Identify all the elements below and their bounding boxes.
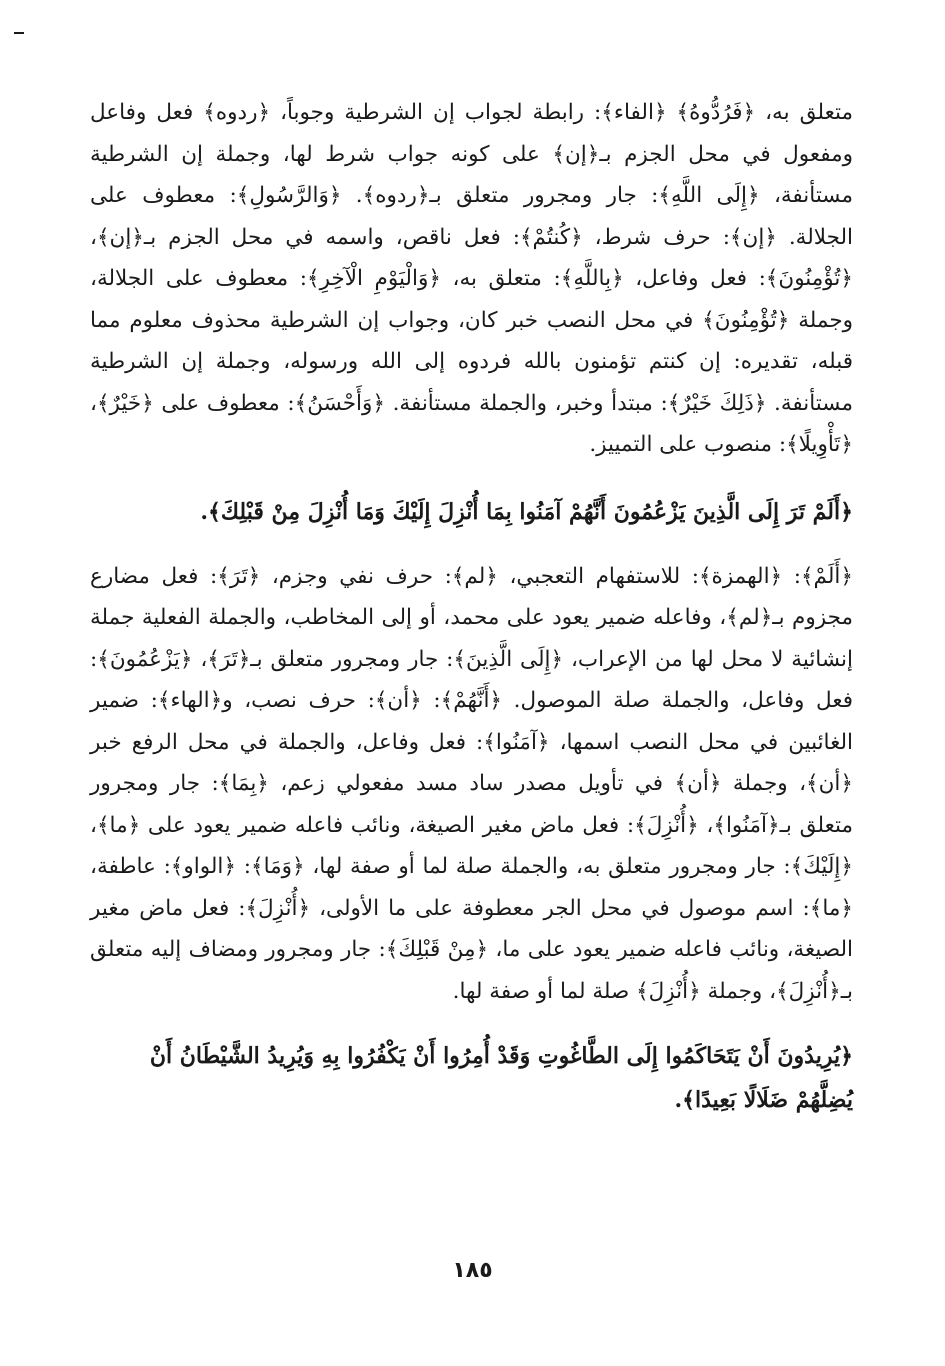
commentary-paragraph-2: ﴿أَلَمْ﴾: ﴿الهمزة﴾: للاستفهام التعجبي، ﴿لم﴾: حرف نفي وجزم، ﴿تَرَ﴾: فعل مضارع مجزوم بـ﴿لم﴾، وفاعله ضمير يعود على محمد، أو إلى المخاطب، والجملة الفعلية جملة إنشائية لا محل لها من الإعراب، ﴿إِلَى الَّذِينَ﴾: جار ومجرور متعلق بـ﴿تَرَ﴾، ﴿يَزْعُمُونَ﴾: فعل وفاعل، والجملة صلة الموصول. ﴿أَنَّهُمْ﴾: ﴿أن﴾: حرف نصب، و﴿الهاء﴾: ضمير الغائبين في محل النصب اسمها، ﴿آمَنُوا﴾: فعل وفاعل، والجملة في محل الرفع خبر ﴿أن﴾، وجملة ﴿أن﴾ في تأويل مصدر ساد مسد مفعولي زعم، ﴿بِمَا﴾: جار ومجرور متعلق بـ﴿آمَنُوا﴾، ﴿أُنْزِلَ﴾: فعل ماض مغير الصيغة، ونائب فاعله ضمير يعود على ﴿ما﴾، ﴿إِلَيْكَ﴾: جار ومجرور متعلق به، والجملة صلة لما أو صفة لها، ﴿وَمَا﴾: ﴿الواو﴾: عاطفة، ﴿ما﴾: اسم موصول في محل الجر معطوفة على ما الأولى، ﴿أُنْزِلَ﴾: فعل ماض مغير الصيغة، ونائب فاعله ضمير يعود على ما، ﴿مِنْ قَبْلِكَ﴾: جار ومجرور ومضاف إليه متعلق بـ﴿أُنْزِلَ﴾، وجملة ﴿أُنْزِلَ﴾ صلة لما أو صفة لها. <box>90 563 853 1004</box>
quran-verse-1: ﴿أَلَمْ تَرَ إِلَى الَّذِينَ يَزْعُمُونَ أَنَّهُمْ آمَنُوا بِمَا أُنْزِلَ إِلَيْكَ وَمَا أُنْزِلَ مِنْ قَبْلِكَ﴾. <box>200 498 853 525</box>
commentary-paragraph-1: متعلق به، ﴿فَرُدُّوهُ﴾ ﴿الفاء﴾: رابطة لجواب إن الشرطية وجوباً، ﴿ردوه﴾ فعل وفاعل ومفعول في محل الجزم بـ﴿إن﴾ على كونه جواب شرط لها، وجملة إن الشرطية مستأنفة، ﴿إِلَى اللَّهِ﴾: جار ومجرور متعلق بـ﴿ردوه﴾. ﴿وَالرَّسُولِ﴾: معطوف على الجلالة. ﴿إن﴾: حرف شرط، ﴿كُنتُمْ﴾: فعل ناقص، واسمه في محل الجزم بـ﴿إن﴾، ﴿تُؤْمِنُونَ﴾: فعل وفاعل، ﴿بِاللَّهِ﴾: متعلق به، ﴿وَالْيَوْمِ الْآخِرِ﴾: معطوف على الجلالة، وجملة ﴿تُؤْمِنُونَ﴾ في محل النصب خبر كان، وجواب إن الشرطية محذوف معلوم مما قبله، تقديره: إن كنتم تؤمنون بالله فردوه إلى الله ورسوله، وجملة إن الشرطية مستأنفة. ﴿ذَلِكَ خَيْرٌ﴾: مبتدأ وخبر، والجملة مستأنفة. ﴿وَأَحْسَنُ﴾: معطوف على ﴿خَيْرٌ﴾، ﴿تَأْوِيلًا﴾: منصوب على التمييز. <box>90 100 853 457</box>
quran-verse-2: ﴿يُرِيدُونَ أَنْ يَتَحَاكَمُوا إِلَى الطَّاغُوتِ وَقَدْ أُمِرُوا أَنْ يَكْفُرُوا بِهِ وَيُرِيدُ الشَّيْطَانُ أَنْ يُضِلَّهُمْ ضَلَالًا بَعِيدًا﴾. <box>149 1043 853 1113</box>
page-content <box>90 92 853 1122</box>
scan-mark <box>14 32 24 34</box>
page-number: ١٨٥ <box>452 1258 493 1283</box>
